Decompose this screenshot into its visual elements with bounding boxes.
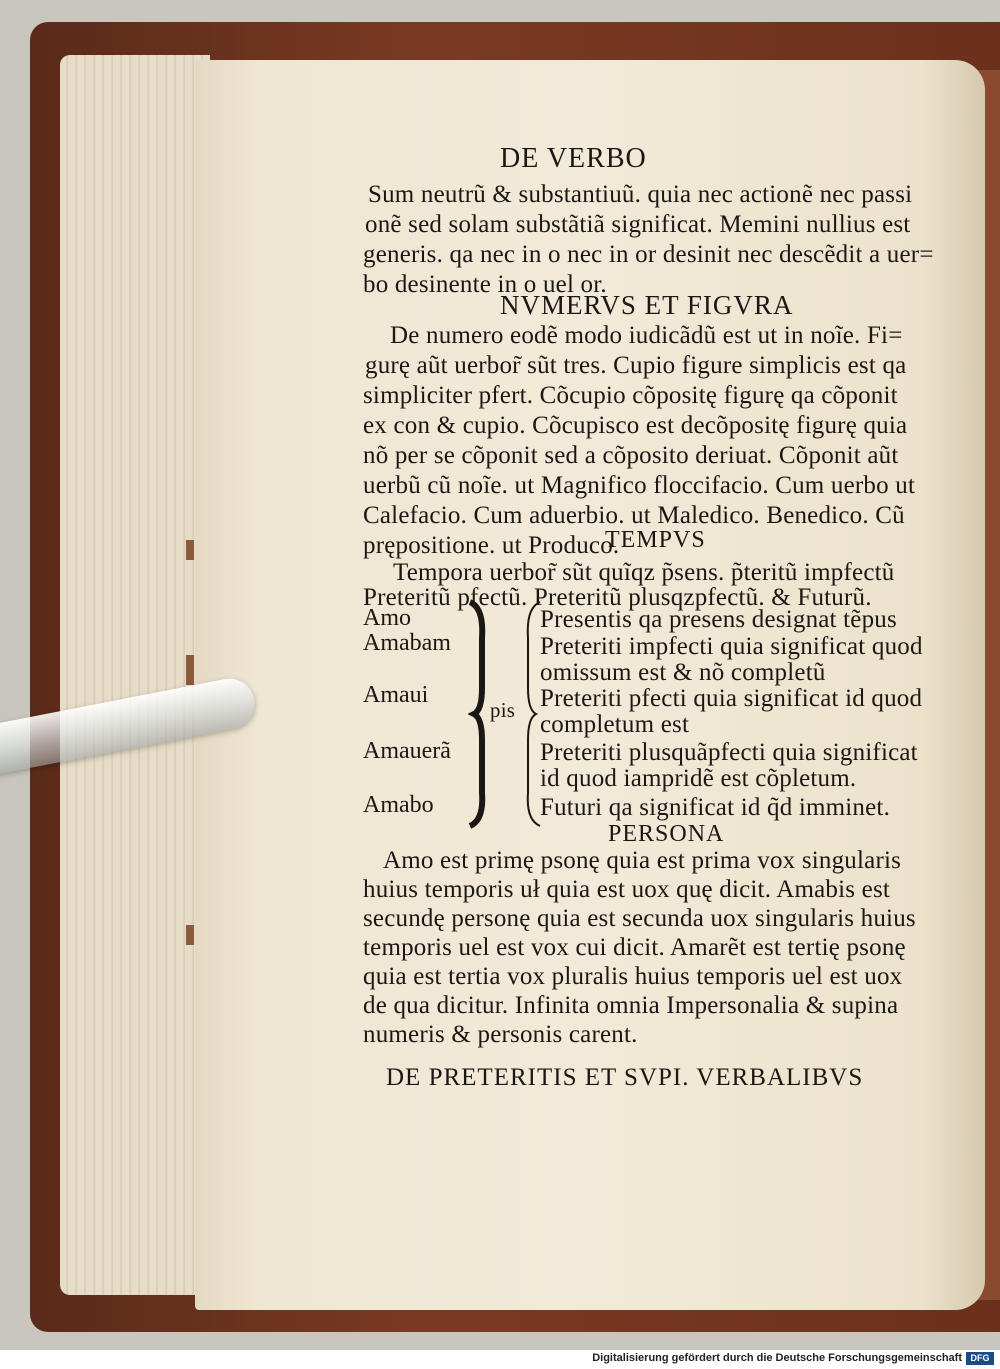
numerus-line: nõ per se cõponit sed a cõposito deriuat. Cõponit aũt <box>363 442 899 469</box>
numerus-line: De numero eodẽ modo iudicãdũ est ut in noĩe. Fi= <box>390 322 903 349</box>
tense-definition: completum est <box>540 711 690 738</box>
numerus-line: ex con & cupio. Cõcupisco est decõpositę figurę quia <box>363 412 908 439</box>
footer-bar <box>0 1350 1000 1369</box>
page-marker <box>186 540 194 560</box>
numerus-line: simpliciter pfert. Cõcupio cõpositę figurę qa cõponit <box>363 382 898 409</box>
section-heading-numerus: NVMERVS ET FIGVRA <box>500 290 794 320</box>
persona-line: quia est tertia vox pluralis huius temporis uel est uox <box>363 963 903 990</box>
verb-form: Amabo <box>363 792 434 818</box>
numerus-line: gurę aũt uerbor̃ sũt tres. Cupio figure simplicis est qa <box>365 352 907 379</box>
dfg-logo: DFG <box>966 1352 994 1365</box>
verb-form: Amabam <box>363 630 451 656</box>
tense-definition: Preteriti impfecti quia significat quod <box>540 633 923 660</box>
page-marker <box>186 655 194 685</box>
verb-form: Amo <box>363 605 411 631</box>
tense-definition: Preteriti pfecti quia significat id quod <box>540 685 923 712</box>
persona-line: huius temporis uł quia est uox quę dicit. Amabis est <box>363 876 891 903</box>
intro-line: onẽ sed solam substãtiã significat. Memini nullius est <box>365 211 911 238</box>
intro-line: bo desinente in o uel or. <box>363 271 607 298</box>
persona-line: Amo est primę psonę quia est prima vox singularis <box>383 847 902 874</box>
numerus-line: uerbũ cũ noĩe. ut Magnifico floccifacio. Cum uerbo ut <box>363 472 916 499</box>
closing-heading: DE PRETERITIS ET SVPI. VERBALIBVS <box>386 1064 864 1091</box>
footer-credit: Digitalisierung gefördert durch die Deutsche Forschungsgemeinschaft <box>592 1352 962 1364</box>
section-heading-persona: PERSONA <box>608 821 725 847</box>
numerus-line: Calefacio. Cum aduerbio. ut Maledico. Benedico. Cũ <box>363 502 905 529</box>
persona-line: de qua dicitur. Infinita omnia Impersonalia & supina <box>363 992 899 1019</box>
section-heading-tempus: TEMPVS <box>605 527 706 553</box>
brace-label: pis <box>490 698 516 722</box>
persona-line: temporis uel est vox cui dicit. Amarẽt est tertię psonę <box>363 934 906 961</box>
page-marker <box>186 925 194 945</box>
tense-definition: Preteriti plusquãpfecti quia significat <box>540 739 918 766</box>
tempus-line: Tempora uerbor̃ sũt quĩqz p̃sens. p̃teritũ impfectũ <box>393 559 895 586</box>
verb-form: Amaui <box>363 682 429 708</box>
tense-definition: id quod iampridẽ est cõpletum. <box>540 765 857 792</box>
tense-definition: Futuri qa significat id q̃d imminet. <box>540 794 891 821</box>
numerus-line: prępositione. ut Produco. <box>363 532 620 559</box>
intro-line: Sum neutrũ & substantiuũ. quia nec actionẽ nec passi <box>368 181 913 208</box>
intro-line: generis. qa nec in o nec in or desinit nec descẽdit a uer= <box>363 241 934 268</box>
verb-form: Amauerã <box>363 738 451 764</box>
tense-definition: Presentis qa presens designat tẽpus <box>540 606 897 633</box>
persona-line: secundę personę quia est secunda uox singularis huius <box>363 905 916 932</box>
persona-line: numeris & personis carent. <box>363 1021 638 1048</box>
tense-definition: omissum est & nõ completũ <box>540 659 826 686</box>
running-title: DE VERBO <box>500 143 647 174</box>
tempus-line: Preteritũ pfectũ. Preteritũ plusqzpfectũ. & Futurũ. <box>363 584 872 611</box>
